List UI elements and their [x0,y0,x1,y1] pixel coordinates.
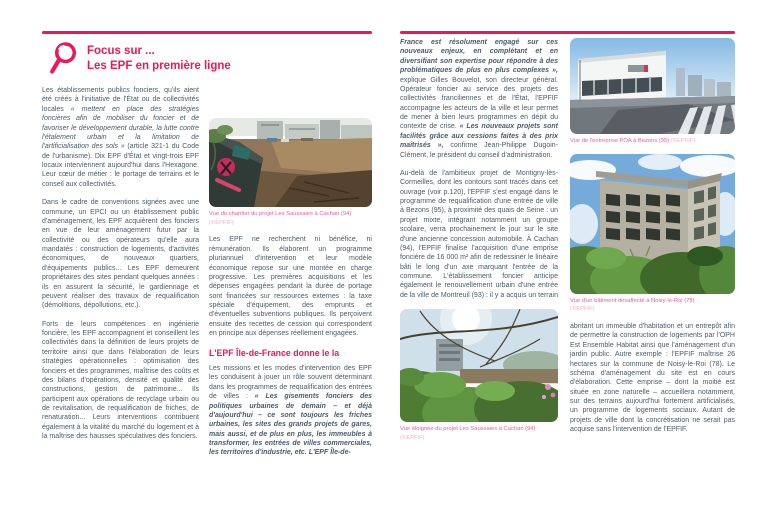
photo-greenery-cachan [400,309,558,422]
right-page-columns [400,38,735,451]
top-rule-left [42,31,372,34]
photo-caption: Vue du chantier du projet Les Saussaies à Cachan (94) (©EPFIF) [209,210,372,227]
left-page-columns [42,86,372,458]
figure-entreprise-poa-bezons [570,38,735,146]
photo-construction-site-cachan [209,118,372,207]
focus-title-block [87,44,231,74]
photo-caption: Vue d'un bâtiment désaffecté à Noisy-le-Roi (78) (©EPFIF) [570,297,735,314]
page-right [400,28,735,502]
column-4 [570,38,735,451]
photo-credit: (©EPFIF) [209,219,234,226]
photo-credit: (©EPFIF) [570,306,595,313]
column-3 [400,38,558,451]
photo-caption: Vue de l'entreprise POA à Bezons (95) (©EPFIF) [570,138,696,144]
focus-kicker: Focus sur ... [87,44,155,57]
magnifier-icon [48,40,78,78]
top-rule-right [400,31,735,34]
column-1 [42,86,199,458]
paragraph: Les missions et les modes d'intervention des EPF les conduisent à jouer un rôle souvent déterminant dans les programmes de requalification des entrées de villes : « Les gisements fonciers des politiques urbaines de demain – et déjà d'aujourd'hui – ce sont toujours les friches urbaines, les sites des grands projets de gares, mais aussi, et de plus en plus, les immeubles à transformer, les entrées de villes commerciales, les territoires d'industrie, etc. L'EPF Île-de- [209,365,373,457]
paragraph: Au-delà de l'ambitieux projet de Montigny-lès-Cormeilles, dont les contours sont tracés dans cet ouvrage (voir p.120), l'EPFIF s'est engagé dans le programme de requalification d'une entrée de ville à Bezons (95), à proximité des quais de Seine : un projet mixte, intégrant notamment un groupe scolaire, verra prochainement le jour sur le site d'une ancienne concession automobile. À Cachan (94), l'EPFIF finalise l'acquisition d'une emprise foncière de 16 000 m² afin de redessiner le linéaire bâti le long d'un axe marquant l'entrée de la commune. L'établissement foncier anticipe également le renouvellement urbain d'une entrée de la ville de Montreuil (93) : il y a acquis un terrain [400,169,558,299]
paragraph: Forts de leurs compétences en ingénierie foncière, les EPF accompagnent et conseillent les collectivités dans la définition de leurs projets de territoire ainsi que dans l'élaboration de leurs stratégies opérationnelles : optimisation des fonciers et des programmes, maîtrise des coûts et des bilans d'opérations, densité et qualité des constructions, gestion de patrimoine... Ils participent aux opérations de recyclage urbain ou de revitalisation, de requalification de friches, de renaturation... Leurs interventions contribuent également à la vitalité du marché du logement et à la maîtrise des hausses spéculatives des fonciers. [42,320,199,441]
photo-credit: (©EPFIF) [670,138,696,144]
paragraph: France est résolument engagé sur ces nouveaux enjeux, en complétant et en diversifiant son expertise pour répondre à des problématiques de plus en plus complexes », explique Gilles Bouvelot, son directeur général. Opérateur foncier au service des projets des collectivités franciliennes et de l'État, l'EPFIF accompagne les acteurs de la ville et leur permet de mener à bien leurs programmes en dépit du contexte de crise. « Les nouveaux projets sont facilités grâce aux cessions faites à des prix maîtrisés », confirme Jean-Philippe Dugoin-Clément, le président du conseil d'administration. [400,39,558,159]
figure-vue-eloignee-cachan [400,309,558,442]
figure-batiment-desaffecte-noisy [570,154,735,314]
photo-poa-building-bezons [570,38,735,134]
photo-caption: Vue éloignée du projet Les Saussaies à Cachan (94) (©EPFIF) [400,425,558,442]
photo-derelict-building-noisy [570,154,735,294]
paragraph: Les EPF ne recherchent ni bénéfice, ni rémunération. Ils élaborent un programme pluriannuel d'intervention et leur modèle économique repose sur une montée en charge progressive. Les premières acquisitions et les dépenses engagées pendant la durée de portage sont financées sur ressources externes : la taxe spéciale d'équipement, des emprunts et d'éventuelles subventions publiques. Ils perçoivent ensuite des recettes de cession qui correspondent en principe aux dépenses réellement engagées. [209,236,372,338]
figure-chantier-cachan [209,118,372,227]
focus-title: Les EPF en première ligne [87,60,231,72]
section-subhead: L'EPF Île-de-France donne le la [209,347,340,358]
paragraph: Les établissements publics fonciers, qu'ils aient été créés à l'initiative de l'État ou de collectivités locales « mettent en place des stratégies foncières afin de mobiliser du foncier et de favoriser le développement durable, la lutte contre l'étalement urbain et la limitation de l'artificialisation des sols » (article 321-1 du Code de l'urbanisme). Dix EPF d'État et vingt-trois EPF locaux interviennent aujourd'hui dans l'Hexagone. Leur cœur de métier : le portage de terrains et le conseil aux collectivités. [42,87,199,188]
column-2 [209,86,372,458]
focus-header [48,40,231,78]
paragraph: abritant un immeuble d'habitation et un entrepôt afin de permettre la construction de logements par l'OPH Est Ensemble Habitat ainsi que l'aménagement d'un jardin public. Autre exemple : l'EPFIF maîtrise 26 hectares sur la commune de Noisy-le-Roi (78). Le schéma d'aménagement du site est en cours d'élaboration. Cette emprise – dont la moitié est située en zone naturelle – accueillera notamment, sur des terrains aujourd'hui fortement artificialisés, un programme de logements sociaux. Autant de projets de ville dont la concrétisation ne serait pas acquise sans l'intervention de l'EPFIF. [570,323,735,434]
photo-credit: (©EPFIF) [400,434,425,441]
paragraph: Dans le cadre de conventions signées avec une commune, un EPCI ou un établissement public d'aménagement, les EPF acquièrent des fonciers en vue de leur aménagement futur par la collectivité ou des opérateurs qu'elle aura mandatés : construction de logements, d'activités économiques, de nouveaux quartiers, d'équipements publics... Les EPF demeurent propriétaires des sites pendant quelques années : ils en assurent la sécurité, le gardiennage et peuvent réaliser des travaux de requalification (démolitions, dépollutions, etc.). [42,199,199,310]
page-left [42,28,372,502]
